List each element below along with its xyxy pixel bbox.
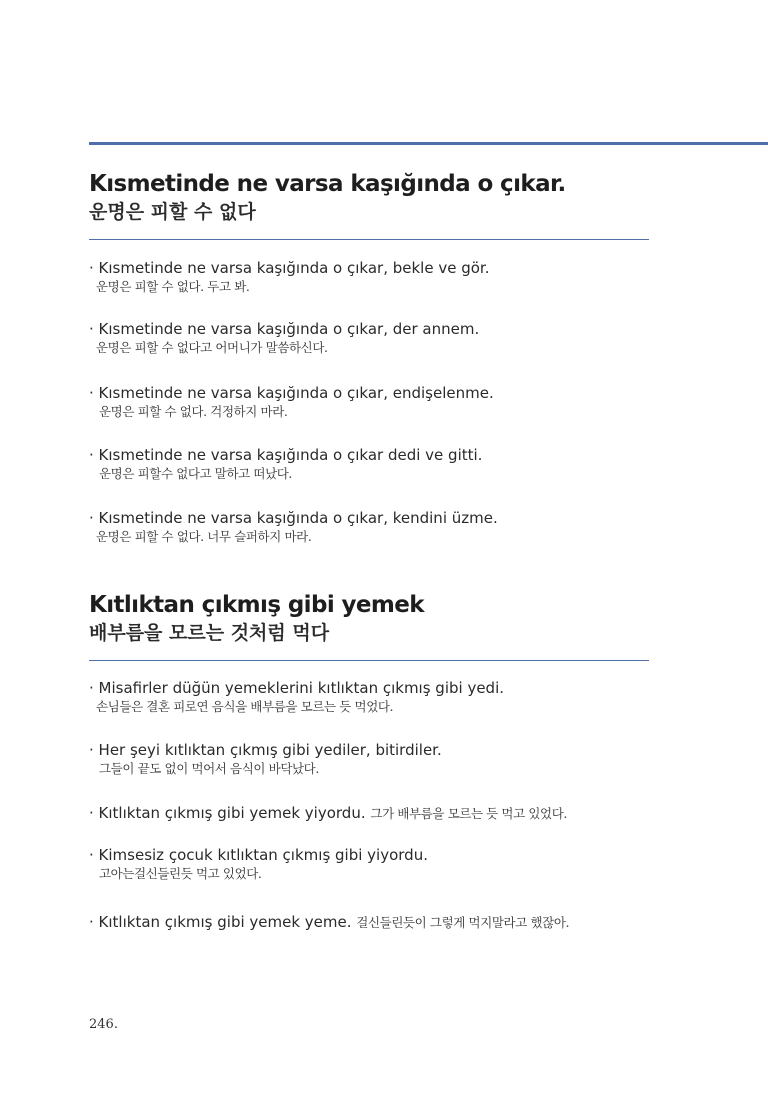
example-sentence [89,912,689,933]
section-divider [89,239,649,240]
example-sentence [89,258,689,296]
example-sentence [89,678,689,716]
example-sentence [89,845,689,883]
example-sentence [89,383,689,421]
example-korean: 운명은 피할 수 없다. 걱정하지 마라. [99,404,288,419]
example-sentence [89,445,689,483]
example-korean: 고아는걸신들린듯 먹고 있었다. [99,866,262,881]
example-turkish: · Her şeyi kıtlıktan çıkmış gibi yediler, bitirdiler. [89,741,442,759]
example-turkish: · Kıtlıktan çıkmış gibi yemek yiyordu. [89,804,366,822]
section-divider [89,660,649,661]
example-korean: 걸신들린듯이 그렇게 먹지말라고 했잖아. [356,915,570,930]
example-sentence [89,803,689,824]
example-sentence [89,319,689,357]
example-korean: 그가 배부름을 모르는 듯 먹고 있었다. [370,806,567,821]
example-turkish: · Kıtlıktan çıkmış gibi yemek yeme. [89,913,352,931]
idiom-title: Kıtlıktan çıkmış gibi yemek [89,592,424,618]
example-korean: 운명은 피할수 없다고 말하고 떠났다. [99,466,292,481]
example-turkish: · Kimsesiz çocuk kıtlıktan çıkmış gibi yiyordu. [89,846,428,864]
idiom-section-2 [89,591,649,661]
example-korean: 운명은 피할 수 없다. 두고 봐. [96,279,250,294]
idiom-title: Kısmetinde ne varsa kaşığında o çıkar. [89,171,566,197]
example-korean: 운명은 피할 수 없다고 어머니가 말씀하신다. [96,340,328,355]
example-sentence [89,740,689,778]
example-turkish: · Kısmetinde ne varsa kaşığında o çıkar, der annem. [89,320,480,338]
example-sentence [89,508,689,546]
idiom-section-1 [89,170,649,240]
idiom-translation: 운명은 피할 수 없다 [89,201,256,223]
top-divider [89,142,768,145]
example-korean: 운명은 피할 수 없다. 너무 슬퍼하지 마라. [96,529,312,544]
idiom-translation: 배부름을 모르는 것처럼 먹다 [89,622,330,644]
example-korean: 그들이 끝도 없이 먹어서 음식이 바닥났다. [99,761,319,776]
example-turkish: · Kısmetinde ne varsa kaşığında o çıkar, bekle ve gör. [89,259,490,277]
example-turkish: · Misafirler düğün yemeklerini kıtlıktan çıkmış gibi yedi. [89,679,505,697]
example-turkish: · Kısmetinde ne varsa kaşığında o çıkar dedi ve gitti. [89,446,483,464]
example-turkish: · Kısmetinde ne varsa kaşığında o çıkar, kendini üzme. [89,509,498,527]
example-turkish: · Kısmetinde ne varsa kaşığında o çıkar, endişelenme. [89,384,494,402]
page-number: 246. [89,1017,118,1032]
example-korean: 손님들은 결혼 피로연 음식을 배부름을 모르는 듯 먹었다. [96,699,394,714]
